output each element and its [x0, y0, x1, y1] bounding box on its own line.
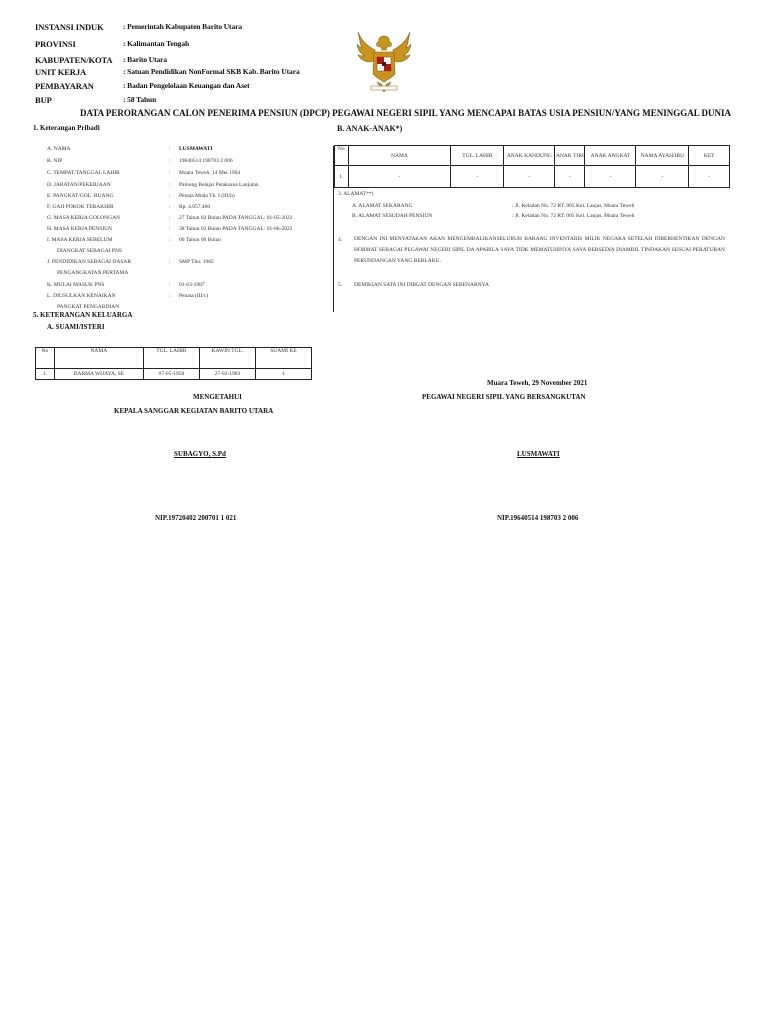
left-signer-name: SUBAGYO, S.Pd	[174, 450, 226, 458]
table-header-cell: SUAMI KE	[255, 348, 311, 369]
table-header-cell: No	[36, 348, 55, 369]
table-cell: -	[348, 166, 451, 188]
alamat-pensiun-value: : Jl. Keladan No. 72 RT. 005 Kel. Lanjas, Muara Teweh	[512, 213, 635, 219]
table-cell: -	[585, 166, 636, 188]
right-signer-nip: NIP.19640514 198703 2 006	[497, 514, 579, 522]
table-header-cell: TGL. LAHIR	[451, 146, 504, 166]
table-cell: -	[555, 166, 585, 188]
header-value: : 58 Tahun	[123, 95, 157, 104]
table-header-row	[36, 348, 312, 369]
row-value: SMP Thn. 1982	[179, 259, 214, 265]
statement-text: DENGAN INI MENYATAKAN AKAN MENGEMBALIKANSELURUH BARANG INVENTARIS MILIK NEGARA SETELAH DIBERHENTIKAN DENGAN HORMAT SEBAGAI PEGAWAI NEGERI SIPIL DA APABILA SAYA TIDK MEMATUHINYA SAYA BERSEDIA DIAMBIL TINDAKAN SESUAI PERATURAN PERUNDANGAN YANG BERLAKU.	[354, 236, 725, 264]
table-cell: 1.	[335, 166, 349, 188]
row-value: Muara Teweh, 14 Mei 1964	[179, 170, 241, 176]
table-cell: 1.	[36, 369, 55, 380]
row-key: B. NIP	[47, 158, 63, 164]
row-value: Pamong Belajar Pelaksana Lanjutan	[179, 182, 259, 188]
row-key: G. MASA KERJA GOLONGAN	[47, 215, 121, 221]
suami-heading: A. SUAMI/ISTERI	[47, 323, 105, 331]
left-signer-title-2: KEPALA SANGGAR KEGIATAN BARITO UTARA	[114, 407, 274, 415]
row-value: LUSMAWATI	[179, 146, 213, 152]
row-value: 38 Tahun 03 Bulan PADA TANGGAL: 01-06-2022	[179, 226, 293, 232]
row-key: PENGANGKATAN PERTAMA	[57, 270, 129, 276]
table-header-cell: KAWIN TGL.	[199, 348, 255, 369]
row-key: J. PENDIDIKAN SEBAGAI DASAR	[47, 259, 132, 265]
table-header-cell: TGL. LAHIR	[143, 348, 199, 369]
table-header-cell: NAMA	[348, 146, 451, 166]
row-key: H. MASA KERJA PENSIUN	[47, 226, 113, 232]
header-label: UNIT KERJA	[35, 67, 87, 77]
alamat-heading: 3. ALAMAT**)	[338, 191, 374, 197]
suami-table	[35, 347, 312, 380]
row-value: 19640514 198703 2 006	[179, 158, 233, 164]
anak-table	[334, 145, 730, 188]
table-cell: -	[636, 166, 689, 188]
row-key: F. GAJI POKOK TERAKHIR	[47, 204, 114, 210]
left-signer-title-1: MENGETAHUI	[193, 393, 242, 401]
table-cell: -	[504, 166, 555, 188]
header-label: PROVINSI	[35, 39, 76, 49]
row-key: D. JABATAN/PEKERJAAN	[47, 182, 111, 188]
closing-text: DEMIKIAN SATA INI DIBUAT DENGAN SEBENARNYA	[354, 282, 489, 288]
table-cell: DARMA WIJAYA, SE	[54, 369, 143, 380]
table-header-cell: No	[335, 146, 349, 166]
table-cell: 1	[255, 369, 311, 380]
table-row	[335, 166, 730, 188]
table-header-cell: ANAK KANDUNG	[504, 146, 555, 166]
row-key: C. TEMPAT/TANGGAL LAHIR	[47, 170, 120, 176]
row-value: 01-03-1987	[179, 282, 205, 288]
header-value: : Satuan Pendidikan NonFormal SKB Kab. Barito Utara	[123, 67, 300, 76]
row-value: 00 Tahun 00 Bulan	[179, 237, 221, 243]
row-key: I. MASA KERJA SEBELUM	[47, 237, 113, 243]
row-key: L. DIUSULKAN KENAIKAN	[47, 293, 116, 299]
right-signer-title: PEGAWAI NEGERI SIPIL YANG BERSANGKUTAN	[422, 393, 586, 401]
table-cell: -	[451, 166, 504, 188]
alamat-pensiun-label: B. ALAMAT SESUDAH PENSIUN	[352, 213, 433, 219]
right-signer-name: LUSMAWATI	[517, 450, 560, 458]
table-row	[36, 369, 312, 380]
row-key: K. MULAI MASUK PNS	[47, 282, 105, 288]
statement-number: 4.	[338, 237, 343, 243]
garuda-emblem-icon	[355, 30, 413, 96]
table-cell: -	[689, 166, 730, 188]
section-anak-heading: B. ANAK-ANAK*)	[337, 124, 403, 133]
closing-number: 5.	[338, 282, 343, 288]
left-signer-nip: NIP.19720402 200701 1 021	[155, 514, 237, 522]
alamat-sekarang-value: : Jl. Keladan No. 72 RT. 005 Kel. Lanjas, Muara Teweh	[512, 203, 635, 209]
table-cell: 07-05-1958	[143, 369, 199, 380]
row-key: A. NAMA	[47, 146, 71, 152]
table-header-cell: KET	[689, 146, 730, 166]
header-label: INSTANSI INDUK	[35, 22, 104, 32]
header-label: BUP	[35, 95, 52, 105]
table-header-cell: NAMA	[54, 348, 143, 369]
row-value: Penata (III/c)	[179, 293, 209, 299]
header-value: : Pemerintah Kabupaten Barito Utara	[123, 22, 242, 31]
header-label: KABUPATEN/KOTA	[35, 55, 113, 65]
section-pribadi-heading: 1. Keterangan Pribadi	[33, 124, 100, 132]
table-header-cell: ANAK TIRI	[555, 146, 585, 166]
table-header-row	[335, 146, 730, 166]
row-key: DIANGKAT SEBAGAI PNS	[57, 248, 122, 254]
document-title: DATA PERORANGAN CALON PENERIMA PENSIUN (DPCP) PEGAWAI NEGERI SIPIL YANG MENCAPAI BATAS USIA PENSIUN/YANG MENINGGAL DUNIA	[80, 108, 731, 118]
alamat-sekarang-label: A. ALAMAT SEKARANG	[352, 203, 413, 209]
row-key: E. PANGKAT/GOL. RUANG	[47, 193, 114, 199]
table-header-cell: ANAK ANGKAT	[585, 146, 636, 166]
keluarga-heading: 5. KETERANGAN KELUARGA	[33, 311, 133, 319]
header-value: : Barito Utara	[123, 55, 168, 64]
row-value: Penata Muda Tk. I (III/b)	[179, 193, 235, 199]
header-value: : Kalimantan Tengah	[123, 39, 190, 48]
row-key: PANGKAT PENGABDIAN	[57, 304, 120, 310]
table-cell: 27-02-1983	[199, 369, 255, 380]
row-value: Rp. 4.057.400	[179, 204, 211, 210]
place-date: Muara Teweh, 29 November 2021	[487, 379, 588, 387]
header-value: : Badan Pengelolaan Keuangan dan Aset	[123, 81, 250, 90]
row-value: 27 Tahun 02 Bulan PADA TANGGAL: 01-05-2022	[179, 215, 293, 221]
header-label: PEMBAYARAN	[35, 81, 94, 91]
table-header-cell: NAMA AYAH/IBU	[636, 146, 689, 166]
